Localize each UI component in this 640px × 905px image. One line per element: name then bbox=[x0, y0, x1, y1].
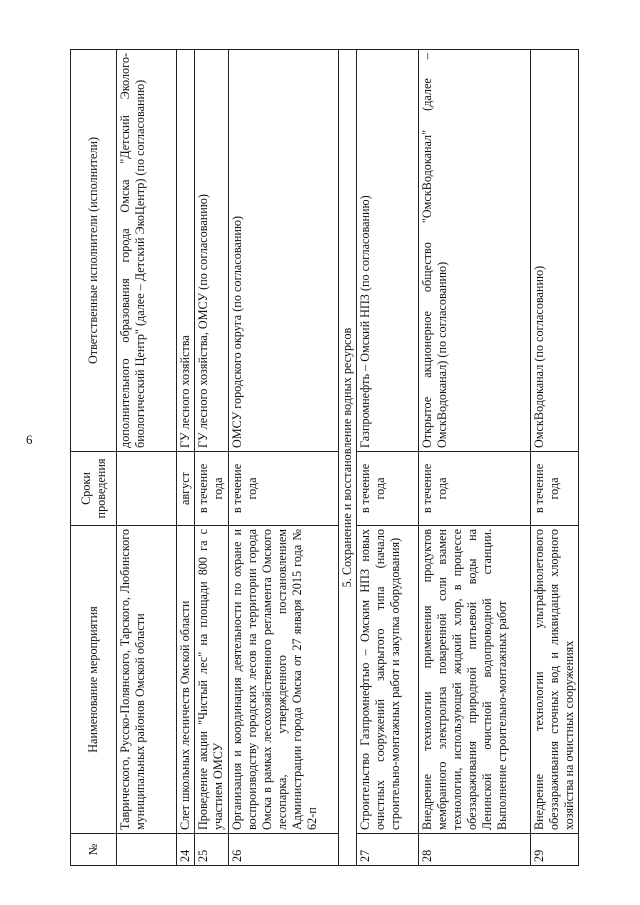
page-number: 6 bbox=[26, 432, 33, 447]
row-term bbox=[117, 452, 177, 526]
table-row bbox=[229, 50, 339, 866]
header-responsible: Ответственные исполнители (исполнители) bbox=[71, 50, 117, 452]
section-row bbox=[339, 50, 357, 866]
header-name: Наименование мероприятия bbox=[71, 526, 117, 834]
row-responsible: дополнительного образования города Омска "Детский Эколого-биологический Центр" (далее – Детский ЭкоЦентр) (по согласованию) bbox=[117, 50, 177, 452]
table-row bbox=[195, 50, 229, 866]
table-row bbox=[177, 50, 195, 866]
table-header-row bbox=[71, 50, 117, 866]
section-title: 5. Сохранение и восстановление водных ресурсов bbox=[339, 50, 357, 866]
row-name: Внедрение технологии ультрафиолетового обеззараживания сточных вод и ликвидация хлорного хозяйства на очистных сооружениях bbox=[531, 526, 579, 834]
row-num bbox=[117, 834, 177, 866]
row-term: август bbox=[177, 452, 195, 526]
rotated-table-container bbox=[70, 50, 576, 866]
row-num: 24 bbox=[177, 834, 195, 866]
header-term: Сроки проведения bbox=[71, 452, 117, 526]
row-responsible: ГУ лесного хозяйства bbox=[177, 50, 195, 452]
row-term: в течение года bbox=[229, 452, 339, 526]
measures-table bbox=[70, 49, 579, 866]
row-responsible: ОМСУ городского округа (по согласованию) bbox=[229, 50, 339, 452]
row-responsible: Открытое акционерное общество "ОмскВодоканал" (далее – ОмскВодоканал) (по согласованию) bbox=[419, 50, 531, 452]
row-name: Организация и координация деятельности по охране и воспроизводству городских лесов на территории города Омска в рамках лесохозяйственного регламента Омского лесопарка, утвержденного постановлением Администрации города Омска от 27 января 2015 года № 62-п bbox=[229, 526, 339, 834]
row-num: 27 bbox=[357, 834, 419, 866]
row-num: 28 bbox=[419, 834, 531, 866]
row-num: 29 bbox=[531, 834, 579, 866]
row-num: 26 bbox=[229, 834, 339, 866]
table-row bbox=[357, 50, 419, 866]
row-name: Проведение акции "Чистый лес" на площади 800 га с участием ОМСУ bbox=[195, 526, 229, 834]
row-num: 25 bbox=[195, 834, 229, 866]
row-name: Внедрение технологии применения продуктов мембранного электролиза поваренной соли взамен технологии, использующей жидкий хлор, в процессе обеззараживания природной питьевой воды на Ленинской очистной водопроводной станции. Выполнение строительно-монтажных работ bbox=[419, 526, 531, 834]
row-responsible: ОмскВодоканал (по согласованию) bbox=[531, 50, 579, 452]
table-row bbox=[117, 50, 177, 866]
row-name: Строительство Газпромнефтью – Омским НПЗ новых очистных сооружений закрытого типа (начало строительно-монтажных работ и закупка оборудования) bbox=[357, 526, 419, 834]
table-row bbox=[531, 50, 579, 866]
header-num: № bbox=[71, 834, 117, 866]
row-term: в течение года bbox=[531, 452, 579, 526]
row-term: в течение года bbox=[357, 452, 419, 526]
table-row bbox=[419, 50, 531, 866]
row-term: в течение года bbox=[195, 452, 229, 526]
row-responsible: ГУ лесного хозяйства, ОМСУ (по согласованию) bbox=[195, 50, 229, 452]
row-name: Таврического, Русско-Полянского, Тарского, Любинского муниципальных районов Омской области bbox=[117, 526, 177, 834]
row-responsible: Газпромнефть – Омский НПЗ (по согласованию) bbox=[357, 50, 419, 452]
row-name: Слет школьных лесничеств Омской области bbox=[177, 526, 195, 834]
row-term: в течение года bbox=[419, 452, 531, 526]
